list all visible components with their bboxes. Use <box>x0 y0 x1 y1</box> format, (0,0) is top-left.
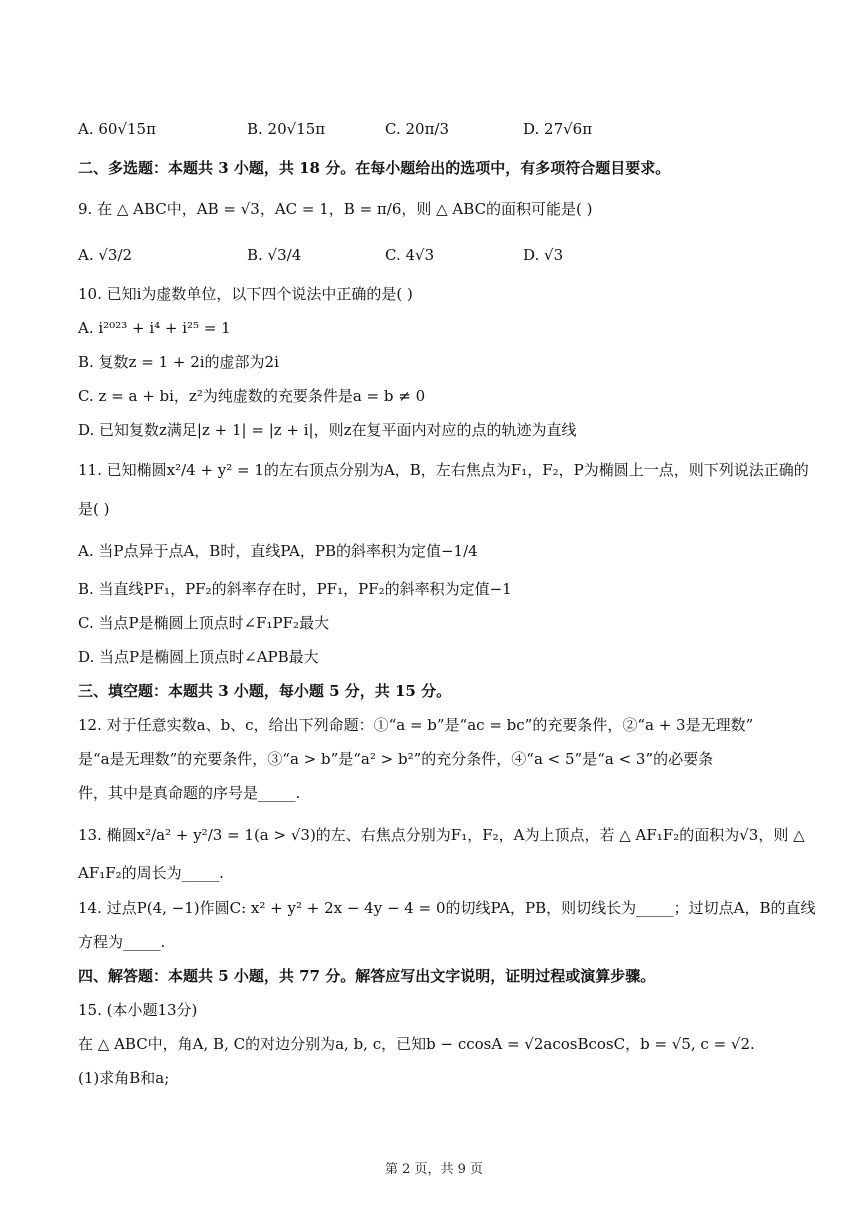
q8-option-d: D. 27√6π <box>523 120 593 138</box>
q15-part-1: (1)求角B和a; <box>78 1069 170 1087</box>
q14-line-1: 14. 过点P(4, −1)作圆C: x² + y² + 2x − 4y − 4 = 0的切线PA，PB，则切线长为_____；过切点A，B的直线 <box>78 899 816 917</box>
q10-option-b: B. 复数z = 1 + 2i的虚部为2i <box>78 353 279 371</box>
q8-option-b: B. 20√15π <box>247 120 326 138</box>
q11-option-c: C. 当点P是椭圆上顶点时∠F₁PF₂最大 <box>78 614 330 632</box>
q11-stem-continued: 是( ) <box>78 500 110 518</box>
q10-option-a: A. i²⁰²³ + i⁴ + i²⁵ = 1 <box>78 319 231 337</box>
q10-option-c: C. z = a + bi，z²为纯虚数的充要条件是a = b ≠ 0 <box>78 387 426 405</box>
q11-option-d: D. 当点P是椭圆上顶点时∠APB最大 <box>78 648 319 666</box>
q15-stem: 在 △ ABC中，角A, B, C的对边分别为a, b, c，已知b − ccosA = √2acosBcosC，b = √5, c = √2. <box>78 1035 755 1053</box>
q12-line-2: 是“a是无理数”的充要条件，③“a > b”是“a² > b²”的充分条件，④“a < 5”是“a < 3”的必要条 <box>78 750 714 768</box>
q13-line-2: AF₁F₂的周长为_____. <box>78 864 224 882</box>
section-multiple-choice-heading: 二、多选题：本题共 3 小题，共 18 分。在每小题给出的选项中，有多项符合题目要求。 <box>78 159 671 177</box>
q11-option-b: B. 当直线PF₁，PF₂的斜率存在时，PF₁，PF₂的斜率积为定值−1 <box>78 580 512 598</box>
q8-option-c: C. 20π/3 <box>385 120 450 138</box>
section-fill-in-heading: 三、填空题：本题共 3 小题，每小题 5 分，共 15 分。 <box>78 682 452 700</box>
q12-line-1: 12. 对于任意实数a、b、c，给出下列命题：①“a = b”是“ac = bc”的充要条件，②“a + 3是无理数” <box>78 716 754 734</box>
q9-option-a: A. √3/2 <box>78 246 133 264</box>
q10-option-d: D. 已知复数z满足|z + 1| = |z + i|，则z在复平面内对应的点的轨迹为直线 <box>78 421 577 439</box>
q9-stem: 9. 在 △ ABC中，AB = √3，AC = 1，B = π/6，则 △ ABC的面积可能是( ) <box>78 200 593 218</box>
q9-option-c: C. 4√3 <box>385 246 435 264</box>
q8-option-a: A. 60√15π <box>78 120 156 138</box>
q9-option-d: D. √3 <box>523 246 564 264</box>
q14-line-2: 方程为_____. <box>78 933 166 951</box>
q9-option-b: B. √3/4 <box>247 246 302 264</box>
q13-line-1: 13. 椭圆x²/a² + y²/3 = 1(a > √3)的左、右焦点分别为F₁，F₂，A为上顶点，若 △ AF₁F₂的面积为√3，则 △ <box>78 826 805 844</box>
page-footer: 第 2 页，共 9 页 <box>384 1162 484 1177</box>
q10-stem: 10. 已知i为虚数单位，以下四个说法中正确的是( ) <box>78 285 413 303</box>
q11-option-a: A. 当P点异于点A，B时，直线PA，PB的斜率积为定值−1/4 <box>78 542 478 560</box>
q12-line-3: 件，其中是真命题的序号是_____. <box>78 784 301 802</box>
section-free-response-heading: 四、解答题：本题共 5 小题，共 77 分。解答应写出文字说明，证明过程或演算步骤。 <box>78 967 656 985</box>
q11-stem: 11. 已知椭圆x²/4 + y² = 1的左右顶点分别为A，B，左右焦点为F₁，F₂，P为椭圆上一点，则下列说法正确的 <box>78 461 809 479</box>
q15-header: 15. (本小题13分) <box>78 1001 198 1019</box>
